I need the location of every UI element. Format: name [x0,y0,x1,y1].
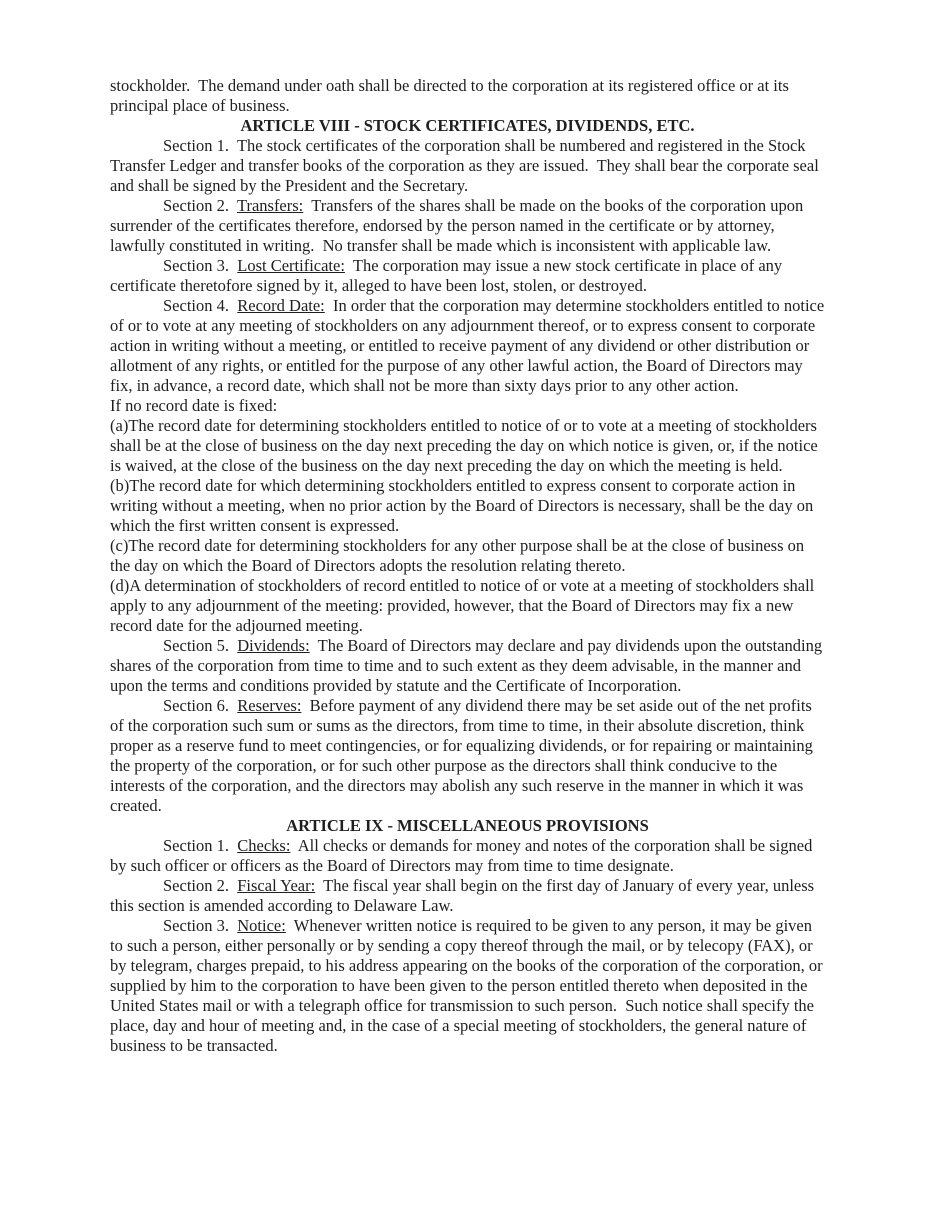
text-run: Section 1. [163,836,238,855]
text-run: Whenever written notice is required to be given to any person, it may be given to such a person, either personally or by sending a copy thereof through the mail, or by telecopy (FAX), or by telegram, charges prepaid, to his address appearing on the books of the corporation of the corporation, or supplied by him to the corporation to have been given to the person entitled thereto when deposited in the United States mail or with a telegraph office for transmission to such person. Such notice shall specify the place, day and hour of meeting and, in the case of a special meeting of stockholders, the general nature of business to be transacted. [110,916,827,1055]
text-run: (c)The record date for determining stockholders for any other purpose shall be at the close of business on the day on which the Board of Directors adopts the resolution relating thereto. [110,536,809,575]
text-run: Section 2. [163,876,238,895]
text-run: Section 3. [163,916,238,935]
paragraph [110,296,829,396]
underlined-term: Record Date: [237,296,325,315]
article-heading [110,116,825,136]
underlined-term: Lost Certificate: [237,256,345,275]
paragraph [110,876,825,916]
text-run: ARTICLE IX - MISCELLANEOUS PROVISIONS [286,816,649,835]
text-run: Section 5. [163,636,238,655]
text-run: (a)The record date for determining stockholders entitled to notice of or to vote at a meeting of stockholders shall be at the close of business on the day next preceding the day on which notice is given, or, if the notice is waived, at the close of the business on the day next preceding the day on which the meeting is held. [110,416,822,475]
underlined-term: Fiscal Year: [237,876,316,895]
text-run: In order that the corporation may determine stockholders entitled to notice of or to vote at any meeting of stockholders on any adjournment thereof, or to express consent to corporate action in writing without a meeting, or entitled to receive payment of any dividend or other distribution or allotment of any rights, or entitled for the purpose of any other lawful action, the Board of Directors may fix, in advance, a record date, which shall not be more than sixty days prior to any other action. [110,296,829,395]
paragraph [110,636,825,696]
underlined-term: Reserves: [237,696,302,715]
text-run: The corporation may issue a new stock certificate in place of any certificate theretofore signed by it, alleged to have been lost, stolen, or destroyed. [110,256,787,295]
paragraph [110,916,825,1056]
paragraph [110,836,825,876]
text-run: Section 3. [163,256,238,275]
paragraph [110,536,825,576]
text-run: Section 4. [163,296,238,315]
underlined-term: Notice: [237,916,286,935]
text-run: Transfers of the shares shall be made on the books of the corporation upon surrender of the certificates therefore, endorsed by the person named in the certificate or by attorney, lawfully constituted in writing. No transfer shall be made which is inconsistent with applicable law. [110,196,808,255]
text-run: All checks or demands for money and notes of the corporation shall be signed by such officer or officers as the Board of Directors may from time to time designate. [110,836,817,875]
paragraph [110,136,825,196]
text-run: ARTICLE VIII - STOCK CERTIFICATES, DIVIDENDS, ETC. [240,116,695,135]
paragraph [110,576,825,636]
paragraph [110,416,825,476]
paragraph [110,696,825,816]
text-run: (d)A determination of stockholders of record entitled to notice of or vote at a meeting of stockholders shall apply to any adjournment of the meeting: provided, however, that the Board of Directors may fix a new record date for the adjourned meeting. [110,576,819,635]
text-run: The Board of Directors may declare and pay dividends upon the outstanding shares of the corporation from time to time and to such extent as they deem advisable, in the manner and upon the terms and conditions provided by statute and the Certificate of Incorporation. [110,636,827,695]
text-run: stockholder. The demand under oath shall be directed to the corporation at its registered office or at its principal place of business. [110,76,794,115]
paragraph [110,476,825,536]
text-run: The fiscal year shall begin on the first day of January of every year, unless this section is amended according to Delaware Law. [110,876,819,915]
paragraph [110,396,825,416]
paragraph [110,256,825,296]
underlined-term: Transfers: [236,196,304,215]
article-heading [110,816,825,836]
text-run: (b)The record date for which determining stockholders entitled to express consent to corporate action in writing without a meeting, when no prior action by the Board of Directors is necessary, shall be the day on which the first written consent is expressed. [110,476,818,535]
paragraph [110,76,825,116]
text-run: If no record date is fixed: [110,396,278,415]
text-run: Section 6. [163,696,238,715]
underlined-term: Checks: [237,836,291,855]
paragraph [110,196,825,256]
text-run: Section 2. [163,196,237,215]
underlined-term: Dividends: [237,636,310,655]
text-run: Section 1. The stock certificates of the corporation shall be numbered and registered in the Stock Transfer Ledger and transfer books of the corporation as they are issued. They shall bear the corporate seal and shall be signed by the President and the Secretary. [110,136,823,195]
text-run: Before payment of any dividend there may be set aside out of the net profits of the corporation such sum or sums as the directors, from time to time, in their absolute discretion, think proper as a reserve fund to meet contingencies, or for equalizing dividends, or for repairing or maintaining the property of the corporation, or for such other purpose as the directors shall think conducive to the interests of the corporation, and the directors may abolish any such reserve in the manner in which it was created. [110,696,817,815]
